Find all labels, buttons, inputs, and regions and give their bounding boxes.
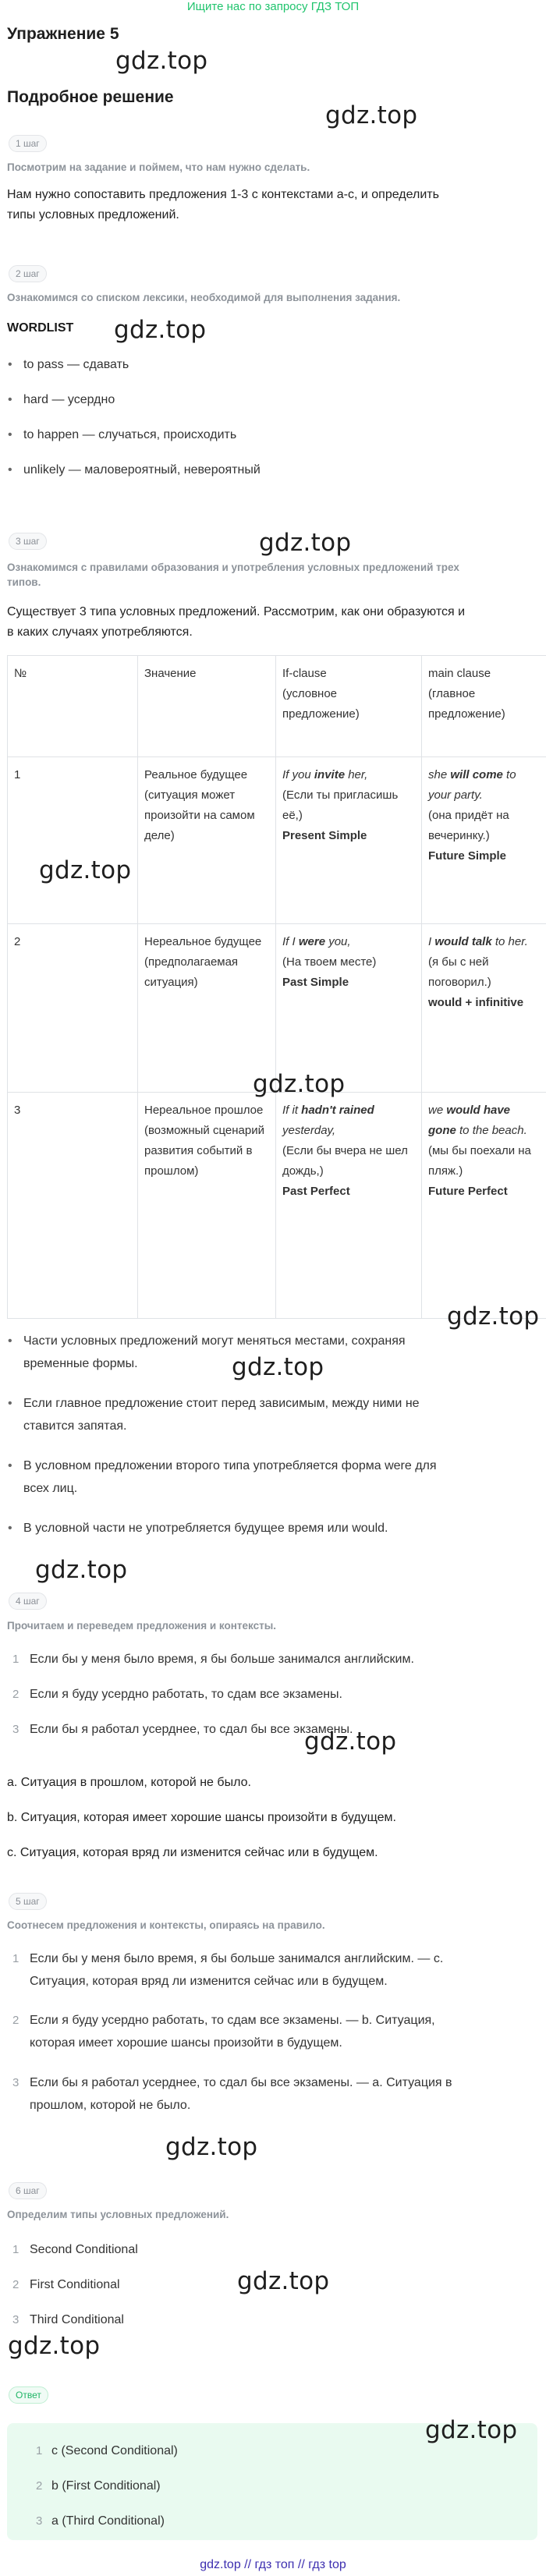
table-row [8,1093,546,1319]
row-num: 2 [8,924,138,1093]
sentence-item: Если бы я работал усерднее, то сдал бы все экзамены. [30,1723,353,1736]
watermark: gdz.top [39,856,132,884]
step-2-desc: Ознакомимся со списком лексики, необходимой для выполнения задания. [7,292,401,303]
match-line: Если бы я работал усерднее, то сдал бы все экзамены. — a. Ситуация в [30,2076,452,2089]
main-text: to your party. [428,768,516,802]
match-line: Если бы у меня было время, я бы больше занимался английским. — c. [30,1952,444,1965]
col-meaning: Значение [138,656,276,757]
context-item: b. Ситуация, которая имеет хорошие шансы произойти в будущем. [7,1811,396,1824]
main-verb: would talk [434,935,492,948]
table-row [8,924,546,1093]
if-verb: hadn't rained [301,1104,374,1117]
answer-tag: Ответ [9,2386,48,2404]
type-item: First Conditional [30,2278,120,2291]
step-4-desc: Прочитаем и переведем предложения и контексты. [7,1620,276,1632]
step-6-tag: 6 шаг [9,2182,47,2199]
footer-separator: // [244,2558,252,2571]
row-main-clause [422,1093,546,1319]
note-line: • Если главное предложение стоит перед зависимым, между ними не [23,1397,420,1410]
main-text: we [428,1104,447,1117]
main-verb: will come [450,768,503,781]
wordlist-heading: WORDLIST [7,321,74,335]
step-3-tag: 3 шаг [9,533,47,550]
meaning-line: Нереальное прошлое [144,1104,264,1117]
match-line: Ситуация, которая вряд ли изменится сейчас или в будущем. [30,1975,388,1988]
list-number: 2 [36,2479,43,2493]
if-text: her, [345,768,368,781]
watermark: gdz.top [253,1070,346,1098]
main-translation: (она придёт на вечеринку.) [428,809,509,842]
watermark: gdz.top [425,2416,518,2444]
row-meaning [138,1093,276,1319]
match-line: Если я буду усердно работать, то сдам все экзамены. — b. Ситуация, [30,2014,435,2027]
if-clause-header-ru: (условное предложение) [282,687,360,721]
step-1-tag: 1 шаг [9,135,47,152]
rule-note [23,1330,406,1375]
answer-item: c (Second Conditional) [51,2444,178,2457]
step-5-desc: Соотнесем предложения и контексты, опираясь на правило. [7,1919,325,1931]
if-clause-header: If-clause [282,667,327,680]
answer-item: b (First Conditional) [51,2479,161,2493]
main-tense: would + infinitive [428,996,524,1009]
word-item: • to pass — сдавать [23,353,129,377]
step-1-desc: Посмотрим на задание и поймем, что нам нужно сделать. [7,161,310,173]
type-item: Third Conditional [30,2313,124,2326]
list-number: 3 [12,2076,20,2089]
watermark: gdz.top [114,316,207,344]
if-text: you, [325,935,351,948]
note-line: всех лиц. [23,1482,78,1495]
if-text: If I [282,935,299,948]
watermark: gdz.top [232,1353,324,1381]
page-title: Упражнение 5 [7,25,119,43]
main-text: she [428,768,451,781]
watermark: gdz.top [165,2133,258,2161]
note-line: временные формы. [23,1357,138,1370]
list-number: 3 [12,2313,20,2326]
match-item [30,1947,443,1993]
if-translation: (Если ты пригласишь её,) [282,788,399,822]
note-line: • Части условных предложений могут меняться местами, сохраняя [23,1334,406,1348]
meaning-line: (ситуация может произойти на самом деле) [144,788,255,842]
rule-note [23,1392,420,1437]
meaning-line: (возможный сценарий развития событий в прошлом) [144,1124,264,1178]
main-clause-header-ru: (главное предложение) [428,687,505,721]
note-line: ставится запятая. [23,1419,127,1433]
table-header-row [8,656,546,757]
word-item: • hard — усердно [23,388,115,412]
row-if-clause [276,1093,422,1319]
watermark: gdz.top [259,529,352,557]
list-number: 1 [12,1653,20,1666]
step-1-text [7,185,439,225]
row-main-clause [422,757,546,924]
match-line: которая имеет хорошие шансы произойти в будущем. [30,2036,342,2050]
if-tense: Present Simple [282,829,367,842]
main-text: I [428,935,435,948]
if-text: yesterday, [282,1124,336,1137]
row-num: 1 [8,757,138,924]
meaning-line: Нереальное будущее [144,935,262,948]
main-translation: (я бы с ней поговорил.) [428,955,491,989]
step-2-tag: 2 шаг [9,265,47,282]
rule-note [23,1455,437,1500]
step-6-desc: Определим типы условных предложений. [7,2209,229,2220]
col-main-clause [422,656,546,757]
list-number: 1 [12,1952,20,1965]
footer-link[interactable]: gdz.top [200,2558,241,2571]
match-item [30,2071,452,2117]
list-number: 2 [12,2278,20,2291]
step-4-tag: 4 шаг [9,1593,47,1610]
row-num: 3 [8,1093,138,1319]
context-item: c. Ситуация, которая вряд ли изменится сейчас или в будущем. [7,1846,378,1859]
note-line: • В условной части не употребляется будущее время или would. [23,1522,388,1535]
type-item: Second Conditional [30,2243,138,2256]
main-text: to her. [491,935,528,948]
sentence-item: Если я буду усердно работать, то сдам все экзамены. [30,1688,342,1701]
sentence-item: Если бы у меня было время, я бы больше занимался английским. [30,1653,414,1666]
footer-separator: // [297,2558,305,2571]
conditionals-table [7,655,546,1319]
if-verb: invite [314,768,346,781]
table-row [8,757,546,924]
main-verb: would have gone [428,1104,511,1137]
context-item: a. Ситуация в прошлом, которой не было. [7,1776,251,1789]
top-search-hint[interactable]: Ищите нас по запросу ГДЗ ТОП [186,0,360,13]
watermark: gdz.top [237,2267,330,2295]
watermark: gdz.top [325,101,418,129]
step-3-text [7,602,465,643]
row-main-clause [422,924,546,1093]
row-if-clause [276,757,422,924]
if-verb: were [298,935,326,948]
if-text: If you [282,768,314,781]
watermark: gdz.top [115,47,208,75]
footer-link[interactable]: гдз top [308,2558,346,2571]
step-5-tag: 5 шаг [9,1893,47,1910]
main-translation: (мы бы поехали на пляж.) [428,1144,531,1178]
if-translation: (На твоем месте) [282,955,377,969]
match-item [30,2009,435,2054]
footer-links [0,2558,546,2572]
list-number: 3 [36,2514,43,2528]
if-tense: Past Simple [282,976,349,989]
if-text: If it [282,1104,302,1117]
text-line: в каких случаях употребляются. [7,625,193,639]
meaning-line: Реальное будущее [144,768,248,781]
rule-note [23,1517,388,1540]
col-if-clause [276,656,422,757]
meaning-line: (предполагаемая ситуация) [144,955,239,989]
list-number: 2 [12,2014,20,2027]
row-meaning [138,924,276,1093]
watermark: gdz.top [447,1302,540,1331]
main-tense: Future Perfect [428,1185,508,1198]
if-tense: Past Perfect [282,1185,350,1198]
if-translation: (Если бы вчера не шел дождь,) [282,1144,408,1178]
text-line: Нам нужно сопоставить предложения 1-3 с контекстами a-c, и определить [7,188,439,201]
note-line: • В условном предложении второго типа употребляется форма were для [23,1459,437,1472]
watermark: gdz.top [35,1556,128,1584]
word-item: • unlikely — маловероятный, невероятный [23,459,261,482]
col-num: № [8,656,138,757]
list-number: 1 [36,2444,43,2457]
list-number: 3 [12,1723,20,1736]
watermark: gdz.top [8,2332,101,2360]
section-title: Подробное решение [7,88,174,106]
footer-link[interactable]: гдз топ [254,2558,295,2571]
word-item: • to happen — случаться, происходить [23,423,236,447]
main-tense: Future Simple [428,849,507,863]
list-number: 1 [12,2243,20,2256]
match-line: прошлом, которой не было. [30,2099,191,2112]
main-text: to the beach. [456,1124,527,1137]
row-if-clause [276,924,422,1093]
text-line: типы условных предложений. [7,208,179,221]
step-3-desc [7,560,459,590]
row-meaning [138,757,276,924]
main-clause-header: main clause [428,667,491,680]
text-line: Существует 3 типа условных предложений. Рассмотрим, как они образуются и [7,605,466,618]
desc-line: Ознакомимся с правилами образования и употребления условных предложений трех [7,562,459,573]
desc-line: типов. [7,576,41,588]
list-number: 2 [12,1688,20,1701]
watermark: gdz.top [304,1727,397,1756]
answer-item: a (Third Conditional) [51,2514,165,2528]
